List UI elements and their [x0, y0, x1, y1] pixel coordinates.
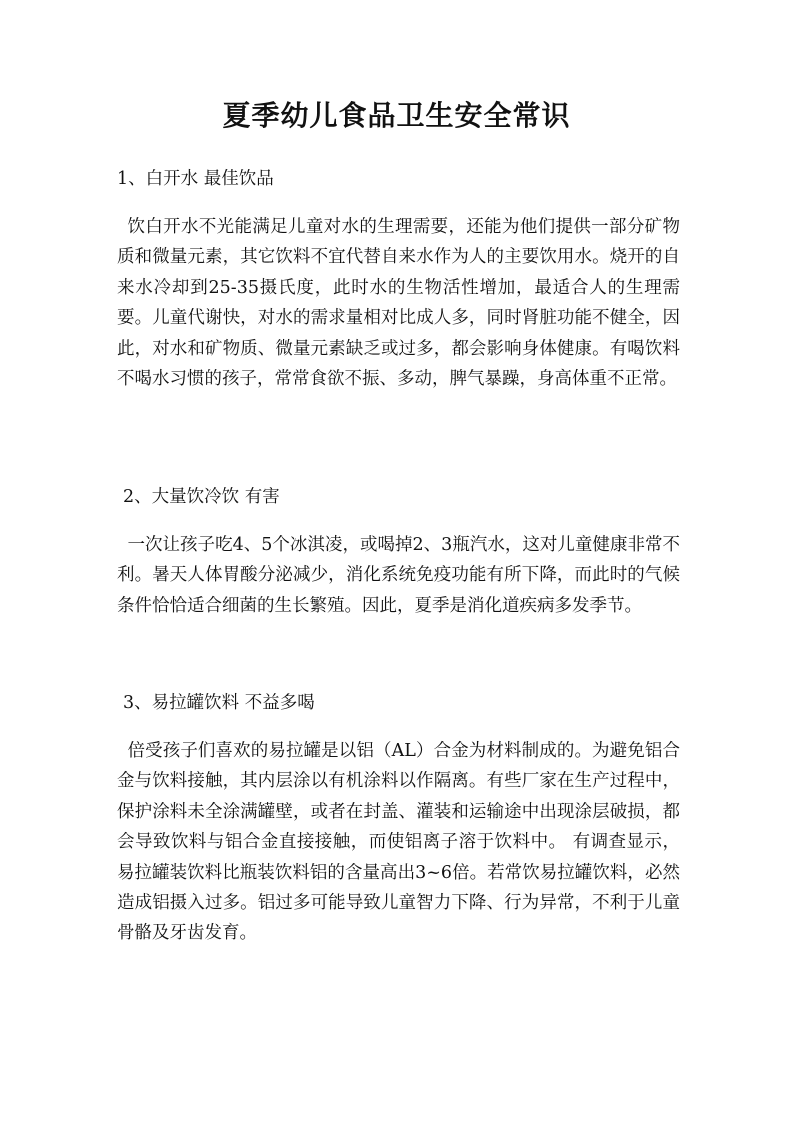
- document-title: 夏季幼儿食品卫生安全常识: [222, 99, 571, 132]
- section-3-body: 倍受孩子们喜欢的易拉罐是以铝（AL）合金为材料制成的。为避免铝合金与饮料接触，其内层涂以有机涂料以作隔离。有些厂家在生产过程中，保护涂料未全涂满罐壁，或者在封盖、灌装和运输途中出现涂层破损，都会导致饮料与铝合金直接接触，而使铝离子溶于饮料中。 有调查显示，易拉罐装饮料比瓶装饮料铝的含量高出3~6倍。若常饮易拉罐饮料，必然造成铝摄入过多。铝过多可能导致儿童智力下降、行为异常，不利于儿童骨骼及牙齿发育。: [117, 741, 680, 944]
- section-3-heading: 3、易拉罐饮料 不益多喝: [123, 693, 315, 713]
- section-2-body: 一次让孩子吃4、5个冰淇凌，或喝掉2、3瓶汽水，这对儿童健康非常不利。暑天人体胃酸分泌减少，消化系统免疫功能有所下降，而此时的气候条件恰恰适合细菌的生长繁殖。因此，夏季是消化道疾病多发季节。: [117, 535, 680, 616]
- section-1-body: 饮白开水不光能满足儿童对水的生理需要，还能为他们提供一部分矿物质和微量元素，其它饮料不宜代替自来水作为人的主要饮用水。烧开的自来水冷却到25-35摄氏度，此时水的生物活性增加，最适合人的生理需要。儿童代谢快，对水的需求量相对比成人多，同时肾脏功能不健全，因此，对水和矿物质、微量元素缺乏或过多，都会影响身体健康。有喝饮料不喝水习惯的孩子，常常食欲不振、多动，脾气暴躁，身高体重不正常。: [117, 217, 680, 390]
- section-2-heading: 2、大量饮冷饮 有害: [123, 487, 280, 507]
- section-1-heading: 1、白开水 最佳饮品: [117, 169, 274, 189]
